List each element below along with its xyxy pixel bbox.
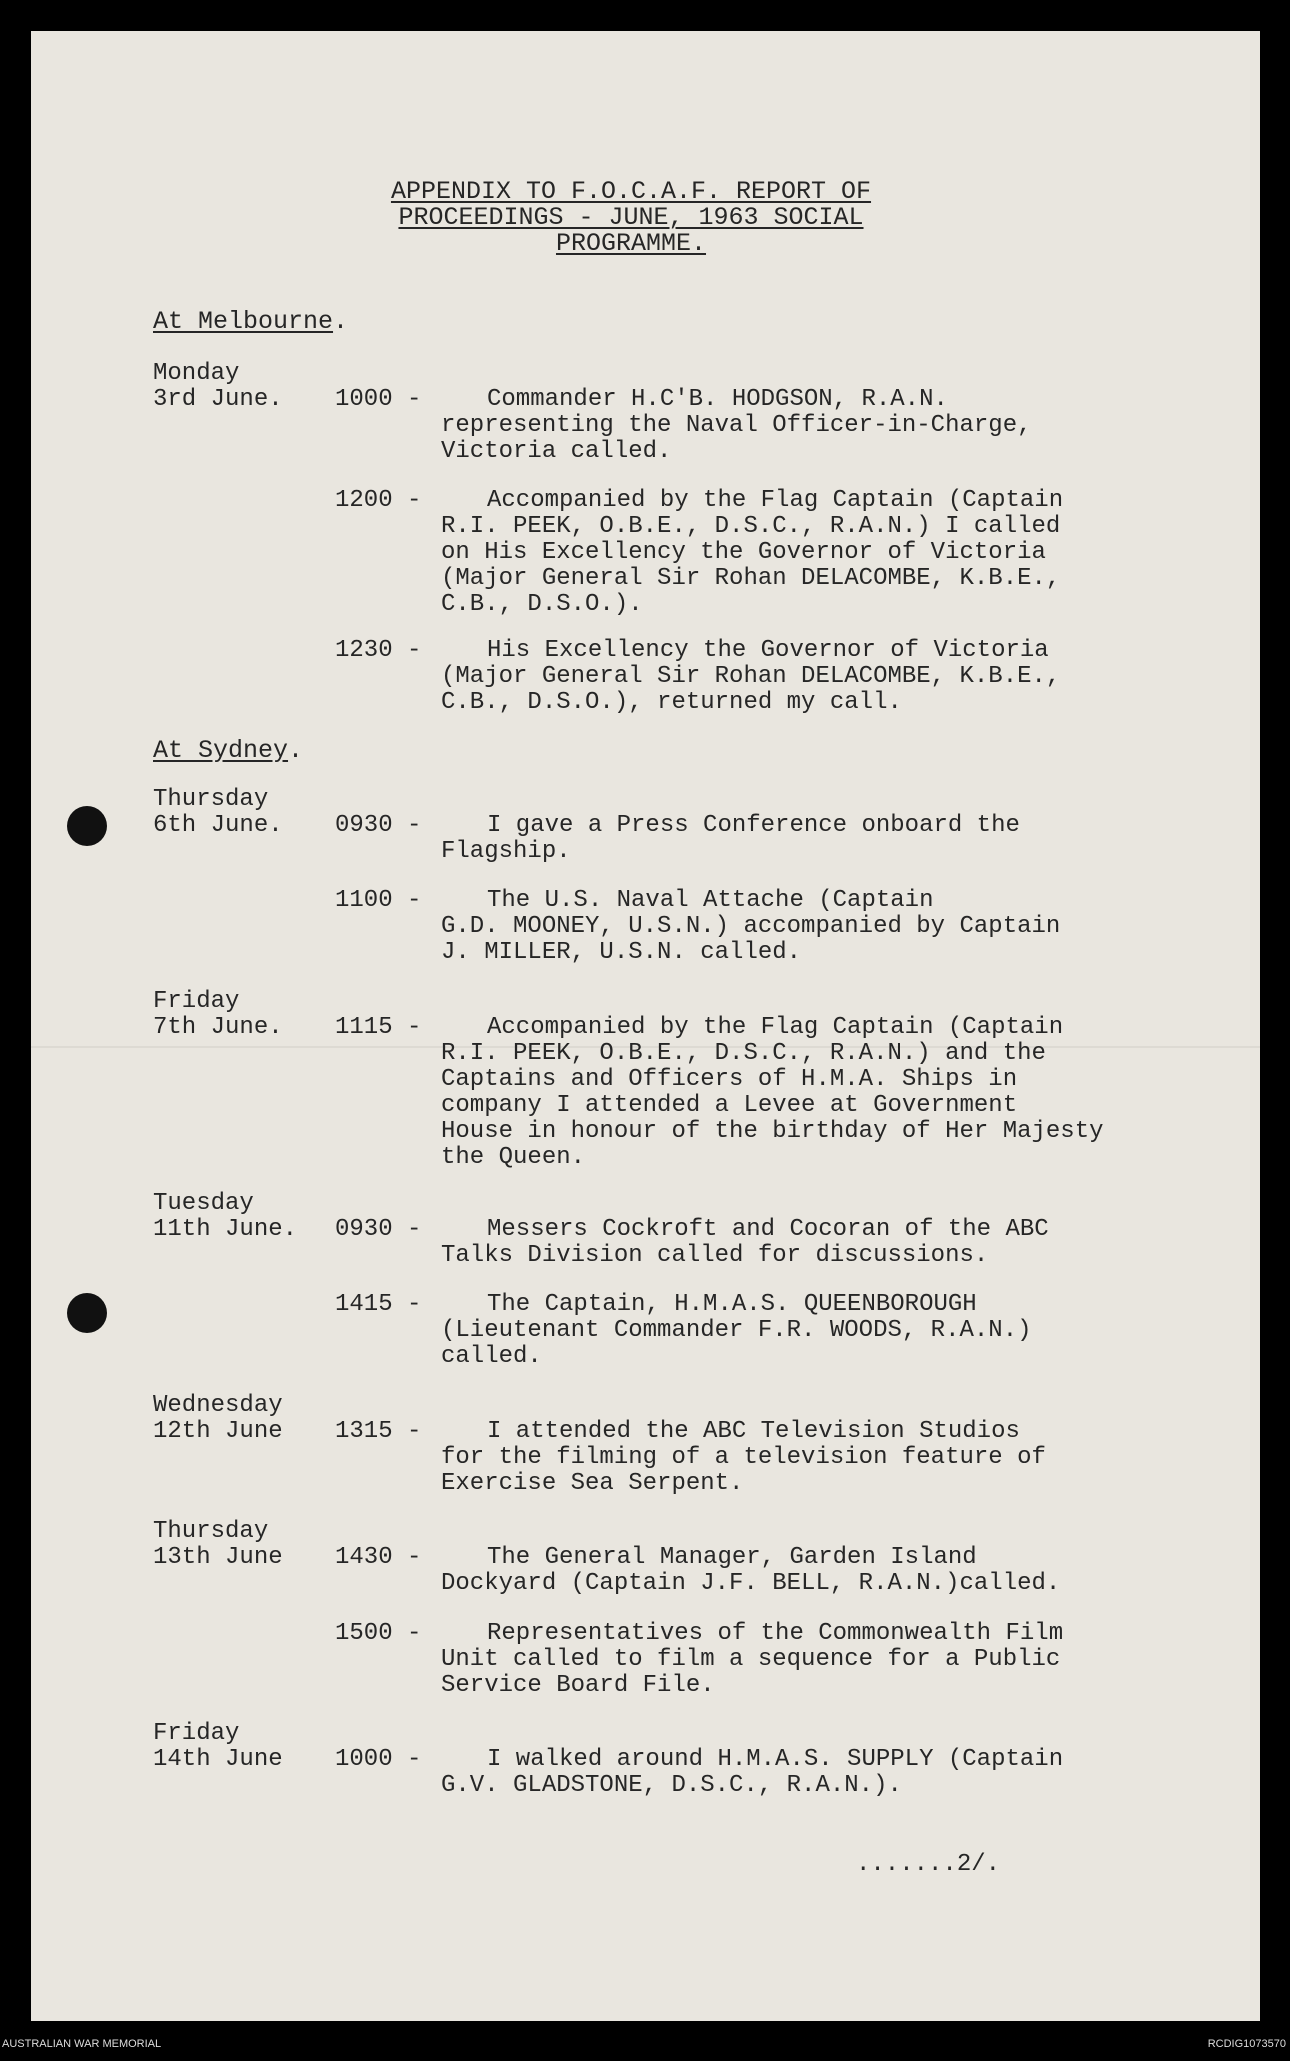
- entry-text: The General Manager, Garden Island Dockyard (Captain J.F. BELL, R.A.N.)called.: [441, 1544, 1061, 1597]
- title-line-3: PROGRAMME.: [555, 229, 707, 258]
- document-title: [361, 179, 901, 257]
- entry-text: I attended the ABC Television Studios for the filming of a television feature of Exercise Sea Serpent.: [441, 1418, 1046, 1497]
- day-label: Wednesday 12th June: [153, 1392, 283, 1445]
- title-line-1: APPENDIX TO F.O.C.A.F. REPORT OF: [390, 177, 872, 206]
- footer-source: AUSTRALIAN WAR MEMORIAL: [2, 2038, 162, 2050]
- day-label: Thursday 6th June.: [153, 786, 283, 839]
- continuation-marker: .......2/.: [856, 1851, 1001, 1878]
- entry-text: The U.S. Naval Attache (Captain G.D. MOONEY, U.S.N.) accompanied by Captain J. MILLER, U.S.N. called.: [441, 887, 1061, 966]
- entry-text: Accompanied by the Flag Captain (Captain R.I. PEEK, O.B.E., D.S.C., R.A.N.) and the Captains and Officers of H.M.A. Ships in company I attended a Levee at Government House in honour of the birthday of Her Majesty the Queen.: [441, 1014, 1104, 1171]
- title-line-2: PROCEEDINGS - JUNE, 1963 SOCIAL: [398, 203, 864, 232]
- entry-text: Commander H.C'B. HODGSON, R.A.N. representing the Naval Officer-in-Charge, Victoria called.: [441, 386, 1032, 465]
- entry-time: 1230 -: [335, 637, 422, 664]
- section-heading-sydney: At Sydney.: [153, 736, 304, 765]
- day-label: Friday 14th June: [153, 1720, 283, 1773]
- entry-time: 1500 -: [335, 1620, 422, 1647]
- section-heading-melbourne: At Melbourne.: [153, 307, 349, 336]
- entry-time: 1200 -: [335, 487, 422, 514]
- punch-hole: [67, 1293, 107, 1333]
- entry-time: 0930 -: [335, 812, 422, 839]
- entry-text: Messers Cockroft and Cocoran of the ABC Talks Division called for discussions.: [441, 1216, 1049, 1269]
- day-label: Thursday 13th June: [153, 1518, 283, 1571]
- footer-id: RCDIG1073570: [1207, 2038, 1286, 2050]
- entry-text: Accompanied by the Flag Captain (Captain R.I. PEEK, O.B.E., D.S.C., R.A.N.) I called on His Excellency the Governor of Victoria (Major General Sir Rohan DELACOMBE, K.B.E., C.B., D.S.O.).: [441, 487, 1064, 618]
- entry-text: I walked around H.M.A.S. SUPPLY (Captain G.V. GLADSTONE, D.S.C., R.A.N.).: [441, 1746, 1064, 1799]
- entry-time: 1430 -: [335, 1544, 422, 1571]
- entry-time: 1315 -: [335, 1418, 422, 1445]
- day-label: Friday 7th June.: [153, 988, 283, 1041]
- entry-text: Representatives of the Commonwealth Film Unit called to film a sequence for a Public Service Board File.: [441, 1620, 1064, 1699]
- day-label: Monday 3rd June.: [153, 360, 283, 413]
- punch-hole: [67, 806, 107, 846]
- entry-text: The Captain, H.M.A.S. QUEENBOROUGH (Lieutenant Commander F.R. WOODS, R.A.N.) called.: [441, 1291, 1032, 1370]
- day-label: Tuesday 11th June.: [153, 1190, 298, 1243]
- entry-time: 1000 -: [335, 1746, 422, 1773]
- document-page: [31, 31, 1260, 2021]
- entry-text: His Excellency the Governor of Victoria (Major General Sir Rohan DELACOMBE, K.B.E., C.B., D.S.O.), returned my call.: [441, 637, 1061, 716]
- entry-time: 0930 -: [335, 1216, 422, 1243]
- entry-time: 1000 -: [335, 386, 422, 413]
- entry-text: I gave a Press Conference onboard the Flagship.: [441, 812, 1020, 865]
- entry-time: 1415 -: [335, 1291, 422, 1318]
- entry-time: 1115 -: [335, 1014, 422, 1041]
- entry-time: 1100 -: [335, 887, 422, 914]
